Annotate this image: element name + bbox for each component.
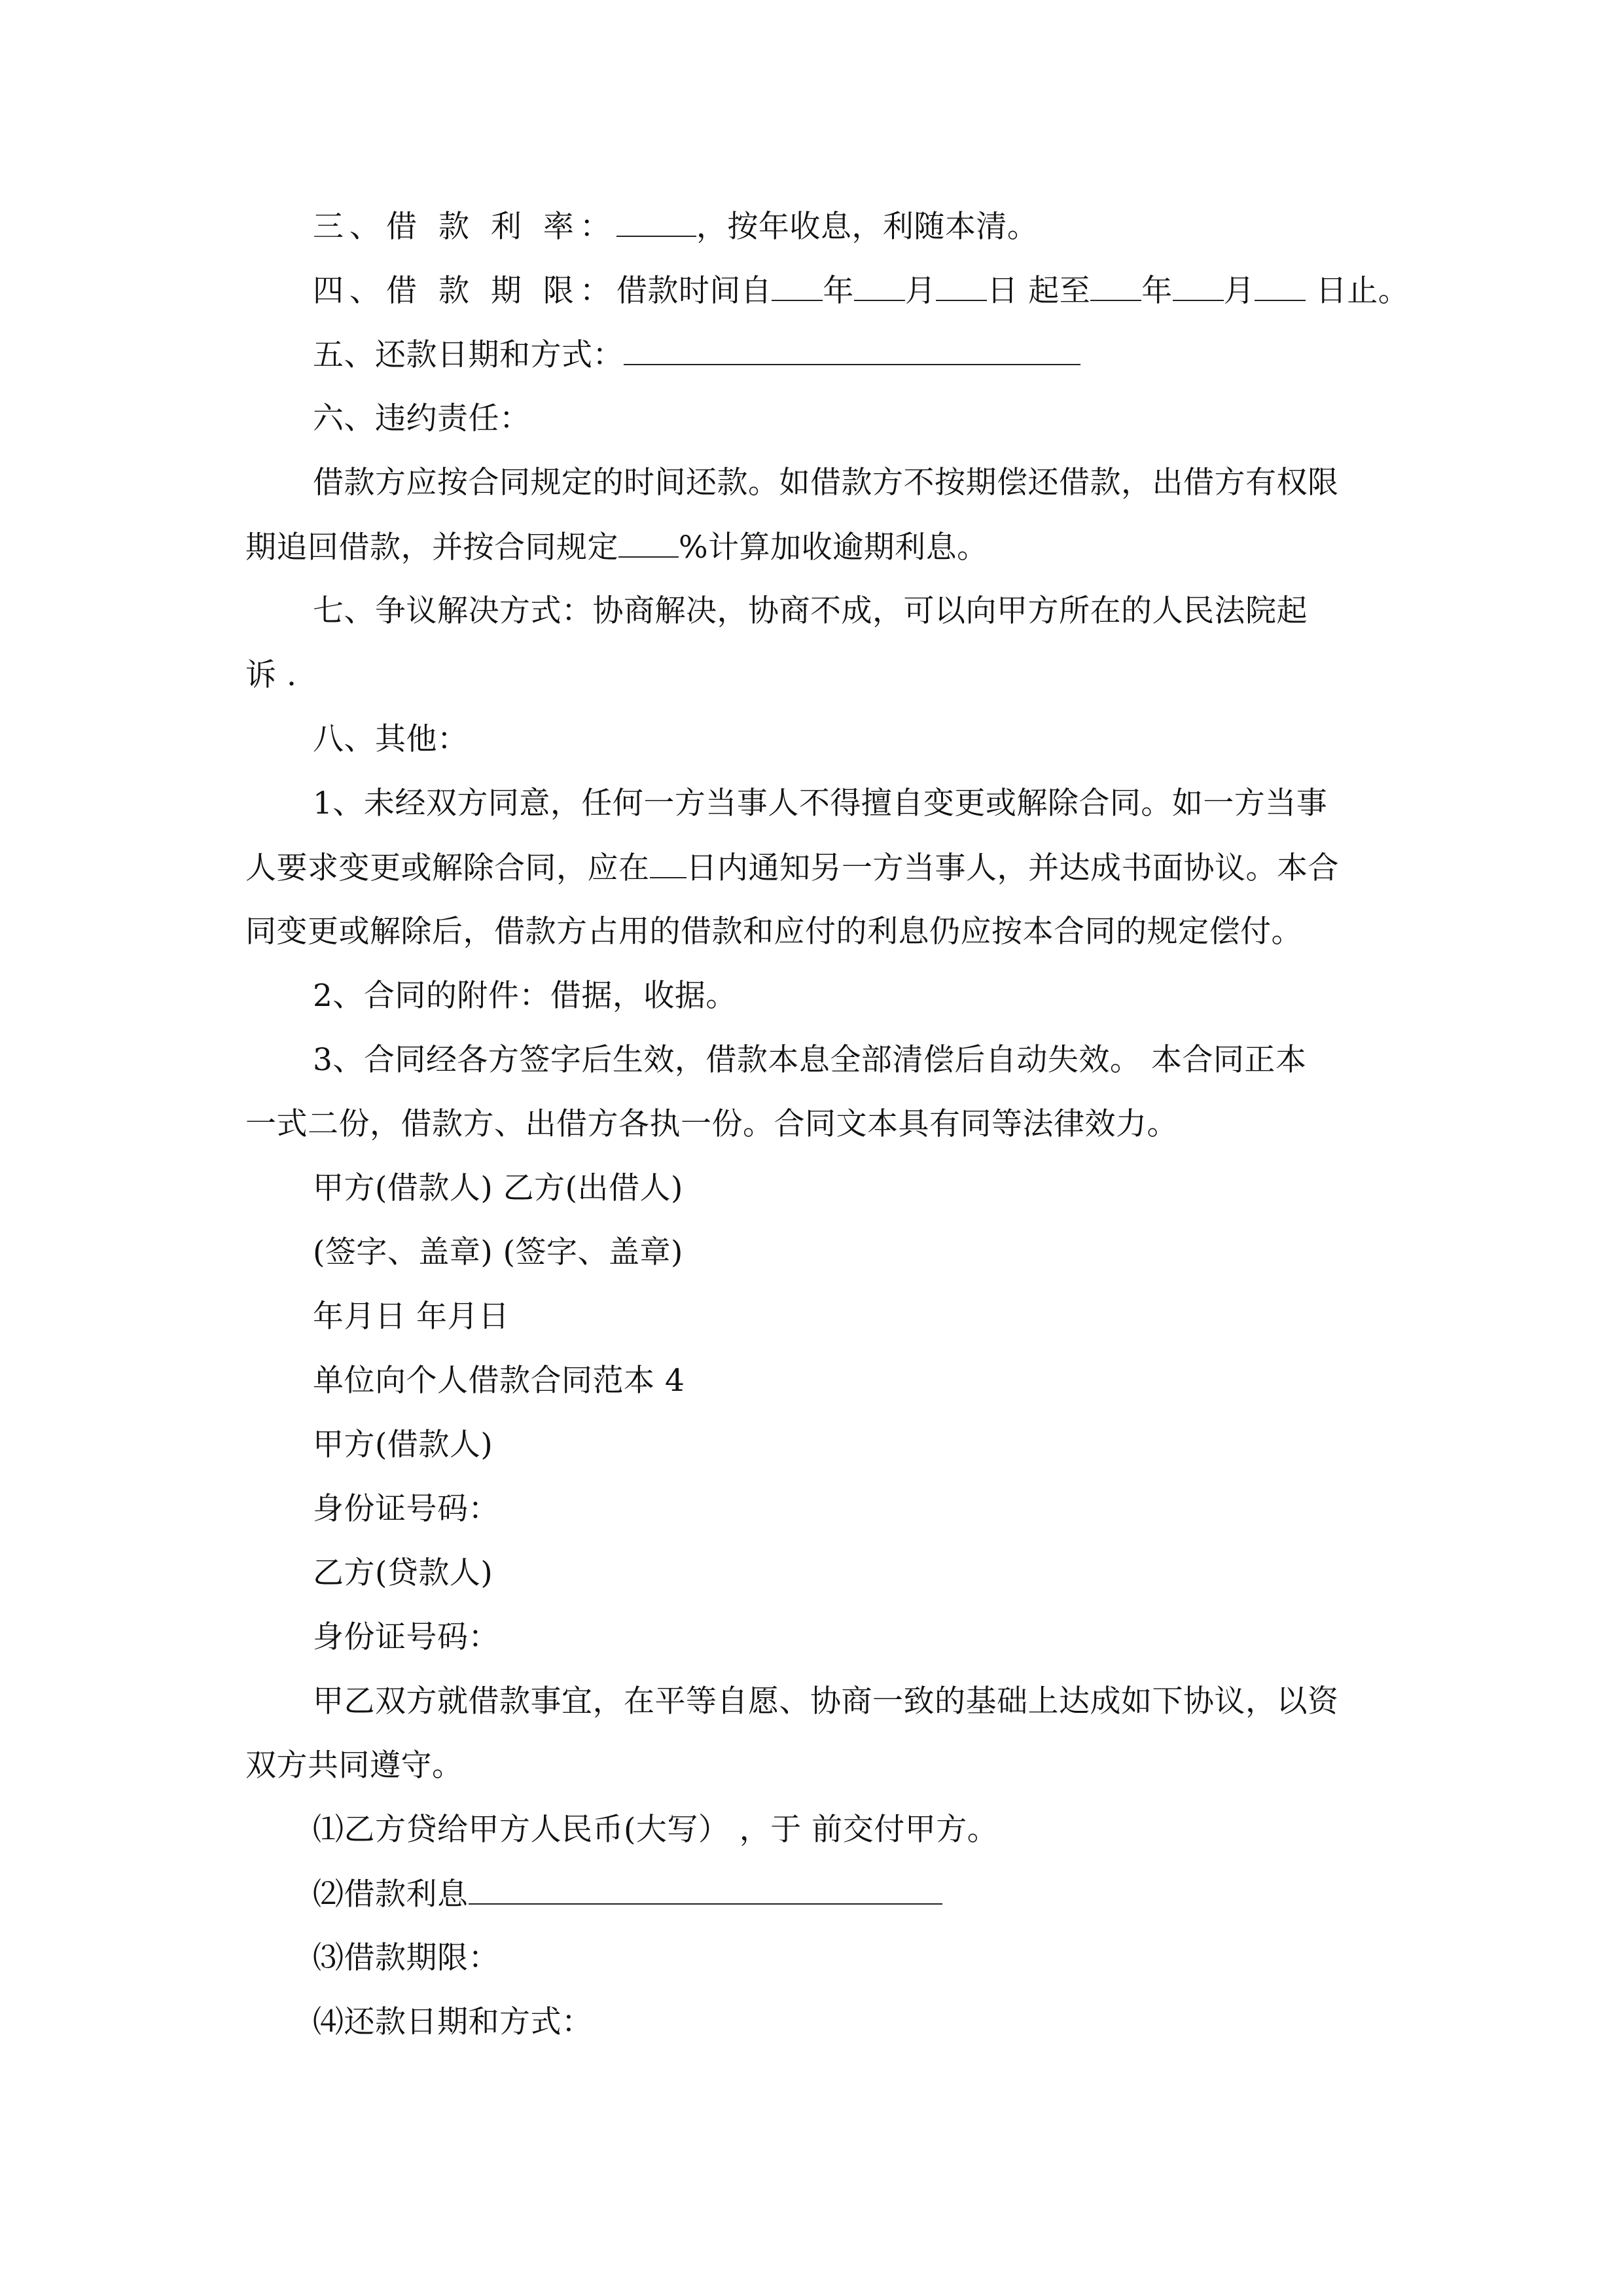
blank-field [650,848,687,878]
blank-field [618,528,679,558]
other-p2: 2、合同的附件：借据，收据。 [313,978,737,1014]
clause-text: 借款时间自 [616,273,772,309]
other-p1-line [245,848,1339,888]
clause-text: ⑵借款利息 [313,1876,469,1912]
clause-repayment [313,335,1080,375]
clause-repayment-method: ⑷还款日期和方式： [313,2004,593,2040]
clause-term: ⑶借款期限： [313,1940,499,1976]
other-p3-line: 3、合同经各方签字后生效，借款本息全部清偿后自动失效。 本合同正本 [313,1042,1307,1078]
clause-label: 四、借 款 期 限： [313,273,616,309]
clause-interest [313,1874,942,1914]
blank-field [854,271,905,301]
party-a: 甲方(借款人) [313,1427,493,1463]
id-number-b: 身份证号码： [313,1619,499,1655]
signature-seals: (签字、盖章) (签字、盖章) [313,1234,683,1270]
blank-field [936,271,987,301]
section-title: 单位向个人借款合同范本 4 [313,1363,685,1399]
blank-field [772,271,823,301]
clause-label: 五、还款日期和方式： [313,337,624,373]
clause-text: 日内通知另一方当事人，并达成书面协议。本合 [686,850,1339,886]
blank-field [469,1874,942,1905]
clause-text: 日止。 [1306,273,1410,309]
other-p3-line: 一式二份，借款方、出借方各执一份。合同文本具有同等法律效力。 [245,1106,1178,1142]
other-p1-line: 1、未经双方同意，任何一方当事人不得擅自变更或解除合同。如一方当事 [313,785,1328,821]
clause-text: 年 [823,273,854,309]
blank-field [616,207,696,237]
id-number-a: 身份证号码： [313,1491,499,1527]
blank-field [624,335,1080,365]
dispute-line: 诉 . [245,657,297,693]
clause-loan-term [313,271,1409,311]
signature-dates: 年月日 年月日 [313,1299,510,1335]
blank-field [1255,271,1306,301]
signature-parties: 甲方(借款人) 乙方(出借人) [313,1170,683,1206]
blank-field [1173,271,1224,301]
clause-breach-heading: 六、违约责任： [313,401,531,437]
intro-line: 双方共同遵守。 [245,1748,463,1784]
clause-label: 三、借 款 利 率： [313,209,616,245]
clause-text: 年 [1141,273,1173,309]
clause-text: 月 [904,273,936,309]
clause-interest-rate [313,207,1038,247]
clause-text: ，按年收息，利随本清。 [696,209,1039,245]
clause-text: 月 [1223,273,1255,309]
clause-principal: ⑴乙方贷给甲方人民币(大写） ，于 前交付甲方。 [313,1812,999,1848]
breach-body-line: 借款方应按合同规定的时间还款。如借款方不按期偿还借款，出借方有权限 [313,465,1339,501]
clause-text: %计算加收逾期利息。 [679,529,988,565]
clause-text: 期追回借款，并按合同规定 [245,529,618,565]
blank-field [1090,271,1141,301]
dispute-line: 七、争议解决方式：协商解决，协商不成，可以向甲方所在的人民法院起 [313,593,1308,629]
intro-line: 甲乙双方就借款事宜，在平等自愿、协商一致的基础上达成如下协议，以资 [313,1683,1339,1719]
breach-body-line [245,528,988,567]
clause-text: 人要求变更或解除合同，应在 [245,850,650,886]
party-b: 乙方(贷款人) [313,1555,493,1591]
other-p1-line: 同变更或解除后，借款方占用的借款和应付的利息仍应按本合同的规定偿付。 [245,914,1302,950]
other-heading: 八、其他： [313,721,469,757]
clause-text: 日 起至 [987,273,1091,309]
